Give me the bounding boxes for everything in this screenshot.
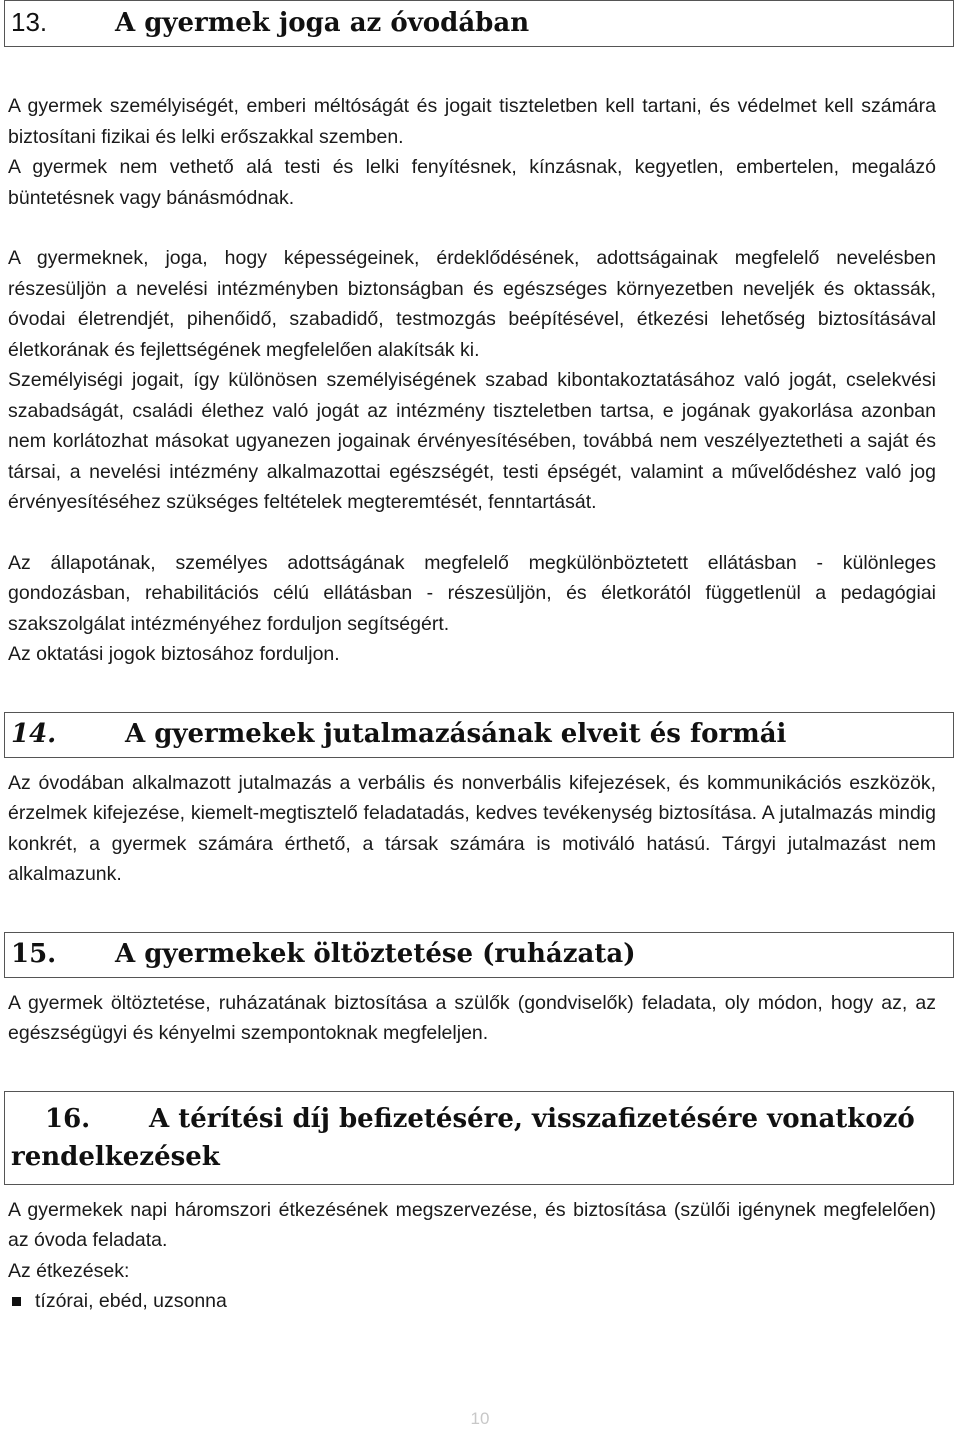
section-16-heading xyxy=(4,1091,954,1185)
square-bullet-icon xyxy=(12,1297,21,1306)
paragraph: Az állapotának, személyes adottságának megfelelő megkülönböztetett ellátásban - különleges gondozásban, rehabilitációs célú ellátásban - részesüljön, és életkorától függetlenül a pedagógiai szakszolgálat intézményéhez forduljon segítségért. xyxy=(8,551,936,635)
section-15-number: 15. xyxy=(11,938,57,969)
paragraph: Személyiségi jogait, így különösen személyiségének szabad kibontakoztatásához való jogát, cselekvési szabadságát, családi élethez való jogát az intézmény tiszteletben tartsa, e jogának gyakorlása azonban nem korlátozhat másokat ugyanezen jogainak érvényesítésében, továbbá nem veszélyeztetheti a saját és társai, a nevelési intézmény alkalmazottai egészségét, testi épségét, valamint a művelődéshez való jog érvényesítéséhez szükséges feltételek megteremtését, fenntartását. xyxy=(8,369,936,513)
section-13-heading xyxy=(4,0,954,47)
section-13-title: A gyermek joga az óvodában xyxy=(115,8,530,38)
paragraph: Az óvodában alkalmazott jutalmazás a verbális és nonverbális kifejezések, és kommunikációs eszközök, érzelmek kifejezése, kiemelt-megtisztelő feladatadás, kedves tevékenység biztosítása. A jutalmazás mindig konkrét, a gyermek számára érthető, a társak számára is motiváló hatású. Tárgyi jutalmazást nem alkalmazunk. xyxy=(8,771,936,885)
paragraph: A gyermek öltöztetése, ruházatának biztosítása a szülők (gondviselők) feladata, oly módon, hogy az, az egészségügyi és kényelmi szempontoknak megfeleljen. xyxy=(8,991,936,1044)
section-16-number: 16. xyxy=(45,1103,91,1134)
section-16-title-line2: rendelkezések xyxy=(11,1141,220,1172)
section-13-number: 13. xyxy=(11,7,48,37)
section-16-title-line1: A térítési díj befizetésére, visszafizetésére vonatkozó xyxy=(149,1103,915,1134)
paragraph: A gyermeknek, joga, hogy képességeinek, érdeklődésének, adottságainak megfelelő nevelésben részesüljön a nevelési intézményben biztonságban és egészséges környezetben neveljék és oktassák, óvodai életrendjét, pihenőidő, szabadidő, testmozgás beépítésével, étkezési lehetőség biztosításával életkorának és fejlettségének megfelelően alakítsák ki. xyxy=(8,247,936,361)
list-item-text: tízórai, ebéd, uzsonna xyxy=(35,1290,227,1312)
paragraph: Az oktatási jogok biztosához forduljon. xyxy=(8,643,340,665)
paragraph: Az étkezések: xyxy=(8,1259,130,1282)
section-15-heading xyxy=(4,932,954,978)
section-14-heading xyxy=(4,712,954,758)
paragraph: A gyermek személyiségét, emberi méltóságát és jogait tiszteletben kell tartani, és védelmet kell számára biztosítani fizikai és lelki erőszakkal szemben. xyxy=(8,95,936,148)
paragraph: A gyermekek napi háromszori étkezésének megszervezése, és biztosítása (szülői igénynek megfelelően) az óvoda feladata. xyxy=(8,1198,936,1251)
list-item xyxy=(8,1286,960,1317)
section-14-title: A gyermekek jutalmazásának elveit és formái xyxy=(125,718,787,749)
paragraph: A gyermek nem vethető alá testi és lelki fenyítésnek, kínzásnak, kegyetlen, embertelen, megalázó büntetésnek vagy bánásmódnak. xyxy=(8,156,936,209)
section-14-number: 14. xyxy=(11,718,57,749)
page-number: 10 xyxy=(470,1409,490,1428)
section-15-title: A gyermekek öltöztetése (ruházata) xyxy=(115,938,636,969)
